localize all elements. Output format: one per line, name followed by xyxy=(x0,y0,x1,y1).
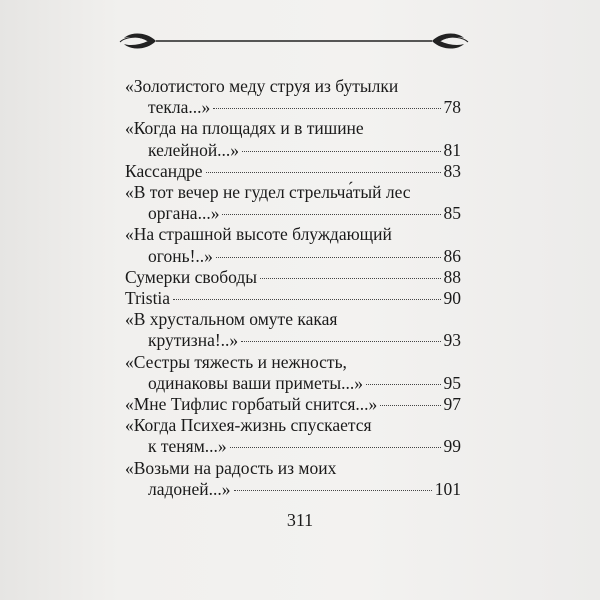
toc-entry-title: органа...» xyxy=(148,203,220,224)
dot-leader xyxy=(380,405,440,406)
dot-leader xyxy=(173,299,440,300)
page-number: 311 xyxy=(286,510,314,530)
toc-entry-title: келейной...» xyxy=(148,139,240,160)
toc-entry[interactable] xyxy=(125,309,461,351)
toc-entry-title: к теням...» xyxy=(148,436,227,457)
dot-leader xyxy=(216,257,441,258)
toc-entry-title: Tristia xyxy=(125,288,171,309)
toc-entry-title: «В хрустальном омуте какая xyxy=(125,309,338,330)
dot-leader xyxy=(366,384,440,385)
toc-entry-title: «Сестры тяжесть и нежность, xyxy=(125,351,347,372)
toc-entry-title: ладоней...» xyxy=(148,478,231,499)
toc-page-number: 86 xyxy=(443,245,461,266)
dot-leader xyxy=(242,151,440,152)
toc-page-number: 88 xyxy=(443,266,461,287)
toc-entry[interactable] xyxy=(125,267,461,288)
toc-entry[interactable] xyxy=(125,288,461,309)
flourish-divider-icon xyxy=(118,26,470,56)
toc-page-number: 78 xyxy=(443,97,461,118)
toc-entry[interactable] xyxy=(125,352,461,394)
toc-page-number: 93 xyxy=(443,330,461,351)
dot-leader xyxy=(241,341,440,342)
toc-page-number: 85 xyxy=(443,203,461,224)
toc-entry-title: одинаковы ваши приметы...» xyxy=(148,372,364,393)
toc-entry-title: текла...» xyxy=(148,97,211,118)
toc-entry-title: «Когда Психея-жизнь спускается xyxy=(125,415,372,436)
toc-entry[interactable] xyxy=(125,415,461,457)
toc-entry-title: «Мне Тифлис горбатый снится...» xyxy=(125,394,378,415)
toc-page-number: 95 xyxy=(443,372,461,393)
toc-entry-title: Сумерки свободы xyxy=(125,266,258,287)
toc-entry-title: «Золотистого меду струя из бутылки xyxy=(125,76,399,96)
toc-entry-title: огонь!..» xyxy=(148,245,213,266)
toc-entry-title: Кассандре xyxy=(125,160,203,181)
toc-page-number: 99 xyxy=(443,436,461,457)
toc-page-number: 90 xyxy=(443,288,461,309)
toc-entry[interactable] xyxy=(125,458,461,500)
toc-page-number: 101 xyxy=(434,478,461,499)
dot-leader xyxy=(234,490,432,491)
toc-entry[interactable] xyxy=(125,182,461,224)
toc-entry-title: «Когда на площадях и в тишине xyxy=(125,118,364,139)
toc-entry-title: крутизна!..» xyxy=(148,330,239,351)
dot-leader xyxy=(206,172,441,173)
toc-entry[interactable] xyxy=(125,118,461,160)
toc-entry[interactable] xyxy=(125,161,461,182)
toc-page-number: 83 xyxy=(443,160,461,181)
dot-leader xyxy=(213,108,440,109)
toc-entry-title: «На страшной высоте блуждающий xyxy=(125,224,392,245)
toc-entry-title: «Возьми на радость из моих xyxy=(125,457,337,478)
dot-leader xyxy=(260,278,440,279)
toc-entry[interactable] xyxy=(125,394,461,415)
toc-entry[interactable] xyxy=(125,224,461,266)
toc-page-number: 97 xyxy=(443,394,461,415)
toc-entry-title: «В тот вечер не гудел стрельча́тый лес xyxy=(125,182,411,203)
table-of-contents xyxy=(125,76,461,500)
dot-leader xyxy=(230,447,441,448)
toc-entry[interactable] xyxy=(125,76,461,118)
dot-leader xyxy=(222,214,440,215)
toc-page-number: 81 xyxy=(443,139,461,160)
